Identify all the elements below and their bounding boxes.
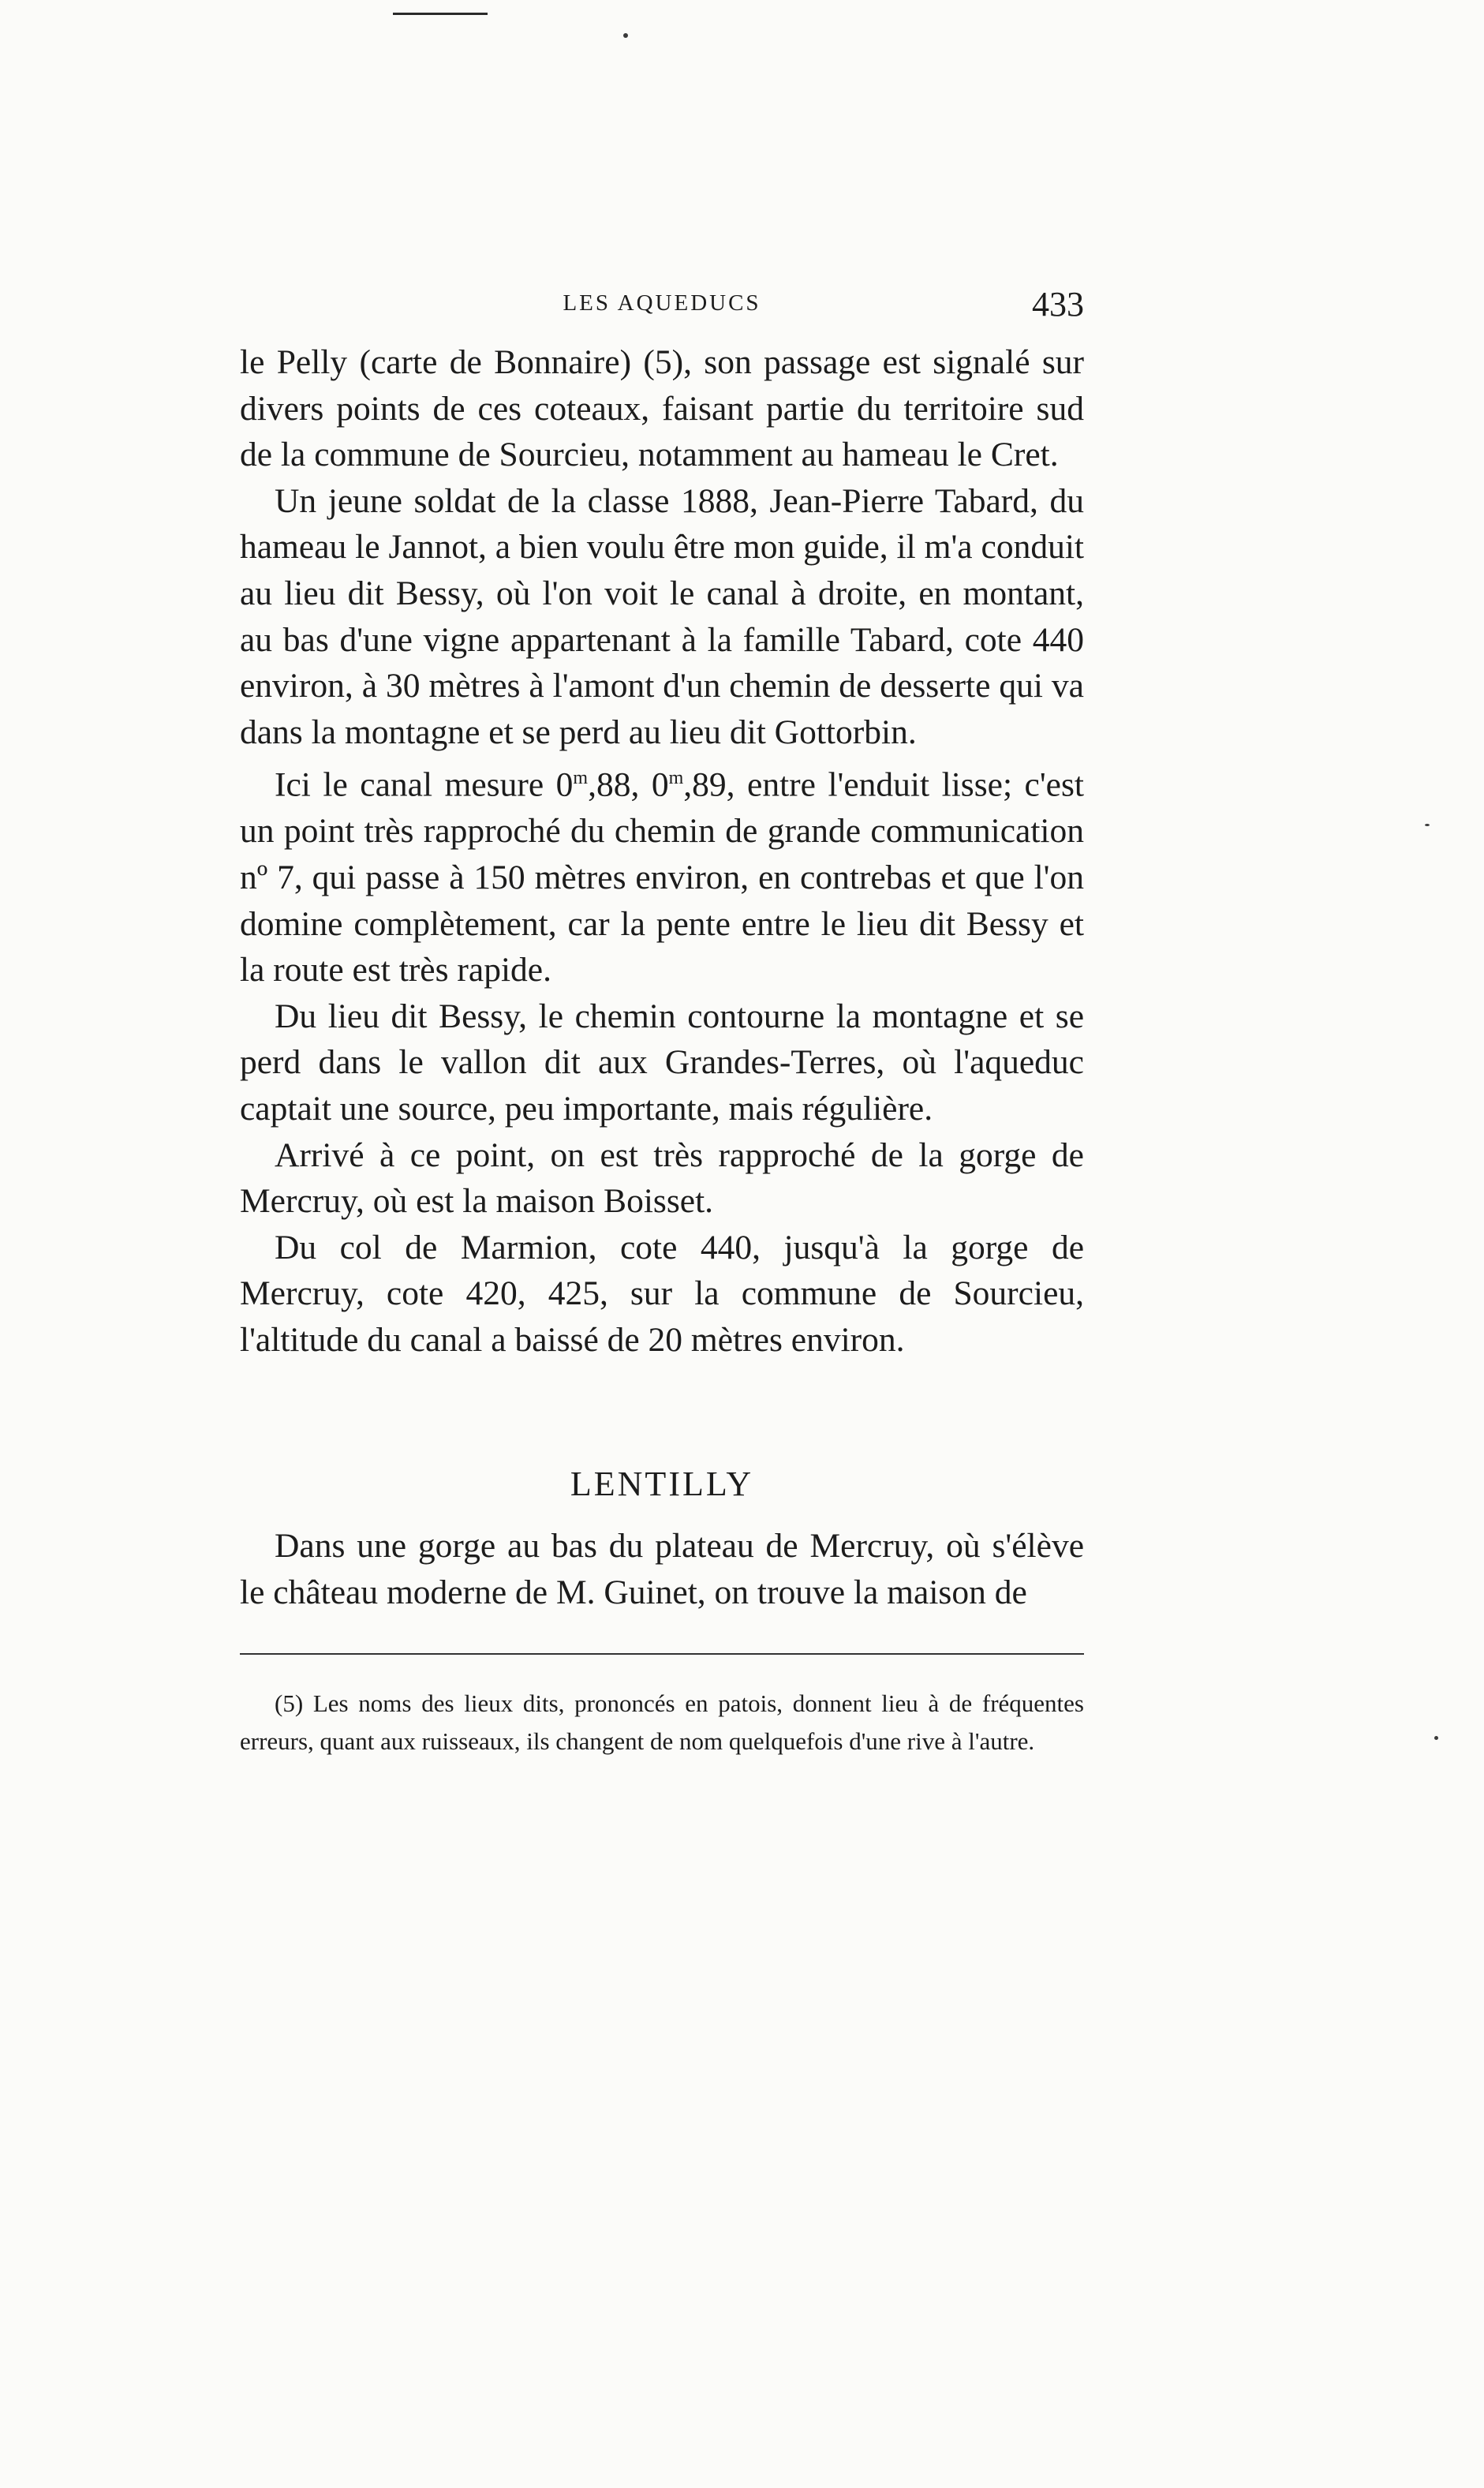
footnote: (5) Les noms des lieux dits, prononcés en patois, donnent lieu à de fréquentes erreurs, quant aux ruisseaux, ils changent de nom quelquefois d'une rive à l'autre. — [240, 1689, 1084, 1755]
footnotes — [240, 1685, 1084, 1760]
section-heading: LENTILLY — [570, 1465, 754, 1503]
page-speck — [623, 33, 628, 38]
paragraph — [240, 755, 1084, 993]
page-speck — [1425, 824, 1430, 826]
paragraph: Du lieu dit Bessy, le chemin contourne la montagne et se perd dans le vallon dit aux Grandes-Terres, où l'aqueduc captait une source, peu importante, mais régulière. — [240, 997, 1084, 1128]
superscript-unit: m — [668, 768, 684, 789]
paragraph: le Pelly (carte de Bonnaire) (5), son passage est signalé sur divers points de ces coteaux, faisant partie du territoire sud de la commune de Sourcieu, notamment au hameau le Cret. — [240, 343, 1084, 474]
paragraph-text: ,88, 0 — [588, 765, 669, 804]
paragraph-text: ,89, entre l'enduit lisse; c'est un point très rapproché du chemin de grande communication nº 7, qui passe à 150 mètres environ, en contrebas et que l'on domine complètement, car la pente entre le lieu dit Bessy et la route est très rapide. — [240, 765, 1084, 990]
body-text-top — [240, 339, 1084, 1364]
running-head: LES AQUEDUCS — [563, 290, 761, 316]
paragraph: Dans une gorge au bas du plateau de Mercruy, où s'élève le château moderne de M. Guinet, on trouve la maison de — [240, 1527, 1084, 1611]
superscript-unit: m — [573, 768, 589, 789]
paragraph: Arrivé à ce point, on est très rapproché de la gorge de Mercruy, où est la maison Boisset. — [240, 1136, 1084, 1221]
page-speck — [1434, 1736, 1438, 1740]
paragraph: Du col de Marmion, cote 440, jusqu'à la gorge de Mercruy, cote 420, 425, sur la commune de Sourcieu, l'altitude du canal a baissé de 20 mètres environ. — [240, 1228, 1084, 1359]
page-header — [240, 284, 1084, 331]
top-edge-rule — [393, 13, 488, 15]
page-number: 433 — [1032, 285, 1084, 324]
paragraph: Un jeune soldat de la classe 1888, Jean-Pierre Tabard, du hameau le Jannot, a bien voulu être mon guide, il m'a conduit au lieu dit Bessy, où l'on voit le canal à droite, en montant, au bas d'une vigne appartenant à la famille Tabard, cote 440 environ, à 30 mètres à l'amont d'un chemin de desserte qui va dans la montagne et se perd au lieu dit Gottorbin. — [240, 481, 1084, 751]
body-text-bottom — [240, 1523, 1084, 1615]
paragraph-text: Ici le canal mesure 0 — [275, 765, 574, 804]
footnote-rule — [240, 1653, 1084, 1655]
